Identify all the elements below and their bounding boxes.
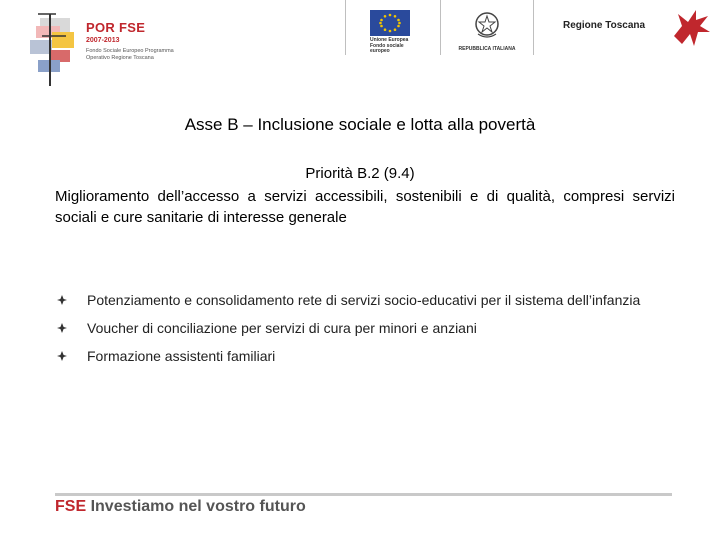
por-fse-years: 2007-2013 <box>86 37 120 44</box>
italian-republic-logo <box>457 10 517 50</box>
italian-republic-caption: REPUBBLICA ITALIANA <box>458 46 516 52</box>
footer-divider <box>55 493 672 496</box>
eu-caption: Unione Europea Fondo sociale europeo <box>370 37 409 54</box>
list-item <box>55 318 655 338</box>
por-fse-title: POR FSE <box>86 20 146 35</box>
eu-flag-icon <box>370 10 410 36</box>
header-divider <box>533 0 534 55</box>
footer-brand: FSE <box>55 498 87 515</box>
footer-slogan-text: Investiamo nel vostro futuro <box>90 498 306 515</box>
header-divider <box>345 0 346 55</box>
italian-republic-emblem-icon <box>473 10 501 40</box>
region-name: Regione Toscana <box>563 20 646 31</box>
priority-description: Miglioramento dell’accesso a servizi accessibili, sostenibili e di qualità, compresi servizi sociali e cure sanitarie di interesse generale <box>55 188 675 226</box>
eu-logo <box>370 10 414 54</box>
bullet-list <box>55 290 655 366</box>
list-item <box>55 290 655 310</box>
por-fse-logo <box>22 10 174 86</box>
list-item <box>55 346 655 366</box>
header-divider <box>440 0 441 55</box>
diamond-bullet-icon <box>55 322 69 334</box>
list-item-text: Potenziamento e consolidamento rete di servizi socio-educativi per il sistema dell’infanzia <box>87 292 641 308</box>
header <box>0 0 720 90</box>
diamond-bullet-icon <box>55 350 69 362</box>
asse-title: Asse B – Inclusione sociale e lotta alla povertà <box>184 115 536 134</box>
pegasus-logo-icon <box>668 6 714 50</box>
por-fse-emblem-icon <box>22 10 82 86</box>
por-fse-subtitle: Fondo Sociale Europeo Programma Operativo Regione Toscana <box>86 48 174 61</box>
diamond-bullet-icon <box>55 294 69 306</box>
list-item-text: Formazione assistenti familiari <box>87 348 276 364</box>
priority-title: Priorità B.2 (9.4) <box>305 165 415 182</box>
footer-slogan <box>55 498 306 516</box>
list-item-text: Voucher di conciliazione per servizi di cura per minori e anziani <box>87 320 477 336</box>
